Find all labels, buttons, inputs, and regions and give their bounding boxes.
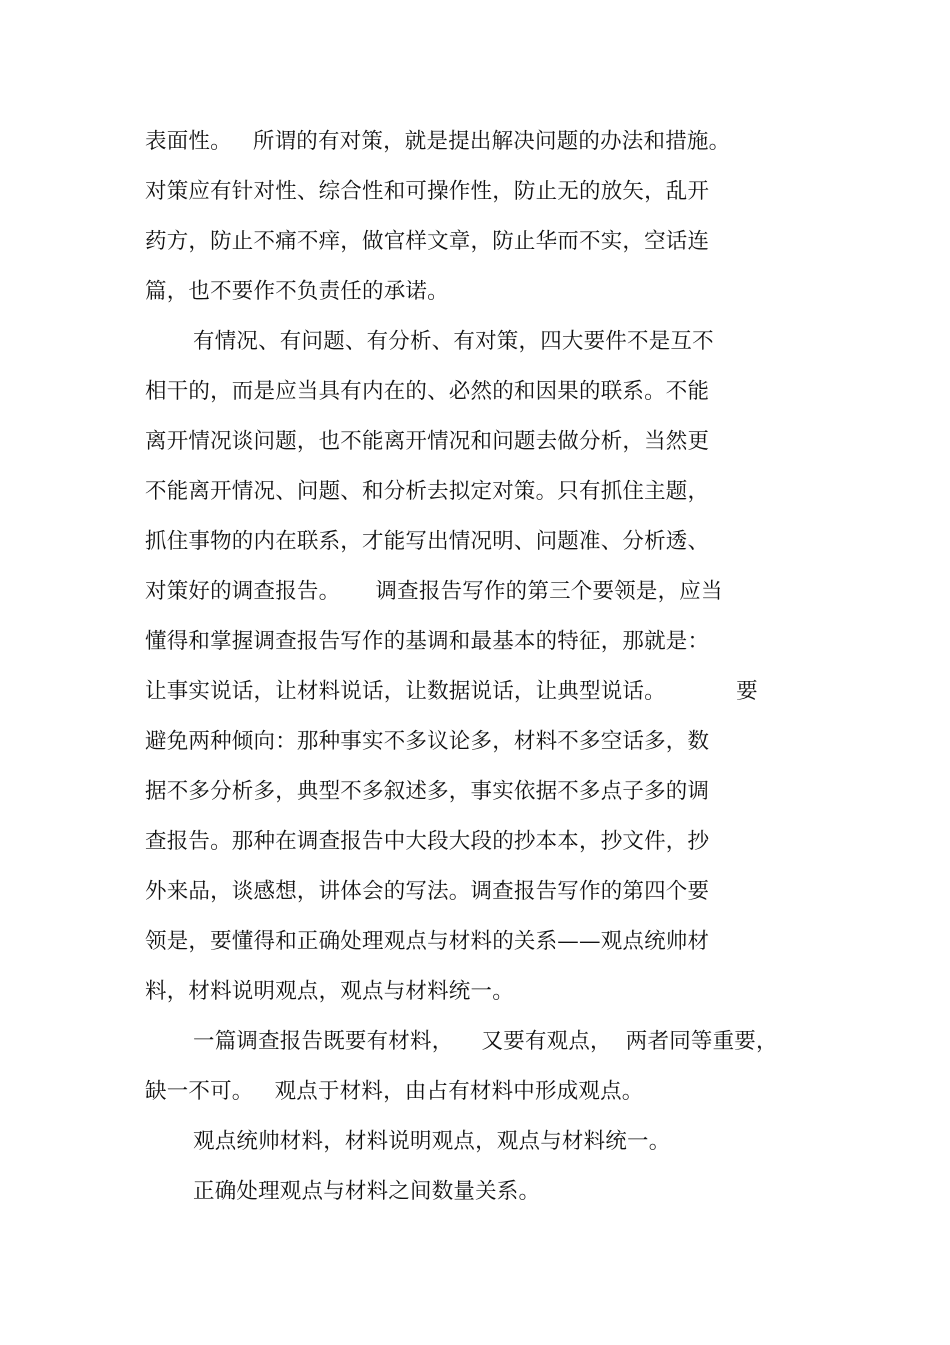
text-line: 对策好的调查报告。 调查报告写作的第三个要领是，应当	[145, 579, 723, 604]
paragraph-start-line: 一篇调查报告既要有材料， 又要有观点， 两者同等重要，	[193, 1029, 778, 1054]
text-line: 查报告。那种在调查报告中大段大段的抄本本，抄文件，抄	[145, 829, 710, 854]
text-line: 懂得和掌握调查报告写作的基调和最基本的特征，那就是：	[145, 629, 710, 654]
text-line: 篇，也不要作不负责任的承诺。	[145, 279, 449, 304]
text-line: 料，材料说明观点，观点与材料统一。	[145, 979, 514, 1004]
text-line: 领是，要懂得和正确处理观点与材料的关系——观点统帅材	[145, 929, 710, 954]
text-line: 据不多分析多，典型不多叙述多，事实依据不多点子多的调	[145, 779, 710, 804]
text-line: 离开情况谈问题，也不能离开情况和问题去做分析，当然更	[145, 429, 710, 454]
text-line: 让事实说话，让材料说话，让数据说话，让典型说话。 要	[145, 679, 758, 704]
text-line: 对策应有针对性、综合性和可操作性，防止无的放矢，乱开	[145, 179, 710, 204]
text-line: 缺一不可。 观点于材料，由占有材料中形成观点。	[145, 1079, 644, 1104]
text-line: 抓住事物的内在联系，才能写出情况明、问题准、分析透、	[145, 529, 710, 554]
text-line: 相干的，而是应当具有内在的、必然的和因果的联系。不能	[145, 379, 710, 404]
text-line: 药方，防止不痛不痒，做官样文章，防止华而不实，空话连	[145, 229, 710, 254]
text-line: 避免两种倾向：那种事实不多议论多，材料不多空话多，数	[145, 729, 710, 754]
paragraph-start-line: 正确处理观点与材料之间数量关系。	[193, 1179, 541, 1204]
text-line: 不能离开情况、问题、和分析去拟定对策。只有抓住主题，	[145, 479, 710, 504]
paragraph-start-line: 观点统帅材料，材料说明观点，观点与材料统一。	[193, 1129, 671, 1154]
text-line: 外来品，谈感想，讲体会的写法。调查报告写作的第四个要	[145, 879, 710, 904]
text-line: 表面性。 所谓的有对策，就是提出解决问题的办法和措施。	[145, 129, 731, 154]
paragraph-start-line: 有情况、有问题、有分析、有对策，四大要件不是互不	[193, 329, 714, 354]
